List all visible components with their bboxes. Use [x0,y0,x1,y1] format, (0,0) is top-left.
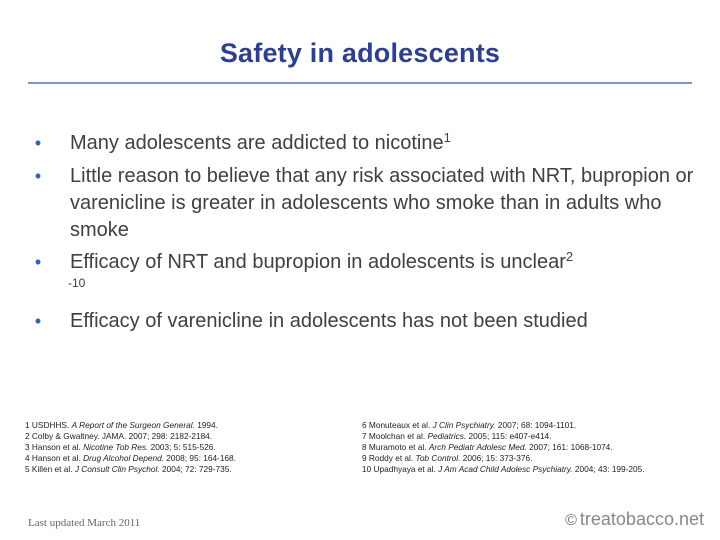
bullet-dot-icon: • [34,166,42,186]
reference-item: 5 Killen et al. J Consult Clin Psychol. 2004; 72: 729-735. [25,464,232,474]
citation-superscript-continuation: -10 [68,276,86,290]
bullet-dot-icon: • [34,133,42,153]
reference-item: 2 Colby & Gwaltney. JAMA. 2007; 298: 2182-2184. [25,431,213,441]
reference-item: 6 Monuteaux et al. J Clin Psychiatry. 2007; 68: 1094-1101. [362,420,577,430]
last-updated-note: Last updated March 2011 [28,517,141,529]
brand-logo [565,509,704,530]
bullet-list [28,130,698,335]
reference-item: 4 Hanson et al. Drug Alcohol Depend. 2008; 95: 164-168. [25,453,236,463]
slide-title: Safety in adolescents [219,38,501,68]
bullet-dot-icon: • [34,252,42,272]
copyright-icon: © [565,512,577,529]
bullet-text: Efficacy of varenicline in adolescents has not been studied [70,310,588,332]
references-left [25,420,325,475]
bullet-item [28,130,698,157]
bullet-text: Efficacy of NRT and bupropion in adolescents is unclear [70,251,566,273]
reference-item: 1 USDHHS. A Report of the Surgeon General. 1994. [25,420,218,430]
bullet-item [28,163,698,244]
reference-item: 3 Hanson et al. Nicotine Tob Res. 2003; 5: 515-526. [25,442,216,452]
bullet-text: Little reason to believe that any risk associated with NRT, bupropion or varenicline is greater in adolescents who smoke than in adults who smoke [70,165,694,241]
bullet-text: Many adolescents are addicted to nicotine [70,132,444,154]
reference-item: 8 Muramoto et al. Arch Pediatr Adolesc Med. 2007; 161: 1068-1074. [362,442,613,452]
bullet-item [28,308,698,335]
citation-superscript: 2 [565,249,574,264]
references-right [362,420,712,475]
reference-item: 7 Moolchan et al. Pediatrics. 2005; 115: e407-e414. [362,431,552,441]
citation-superscript: 1 [443,130,451,145]
bullet-item [28,249,698,290]
title-divider [28,82,692,84]
brand-name: treatobacco.net [579,509,704,529]
reference-item: 10 Upadhyaya et al. J Am Acad Child Adolesc Psychiatry. 2004; 43: 199-205. [362,464,645,474]
bullet-dot-icon: • [34,311,42,331]
reference-item: 9 Roddy et al. Tob Control. 2006; 15: 373-376. [362,453,533,463]
